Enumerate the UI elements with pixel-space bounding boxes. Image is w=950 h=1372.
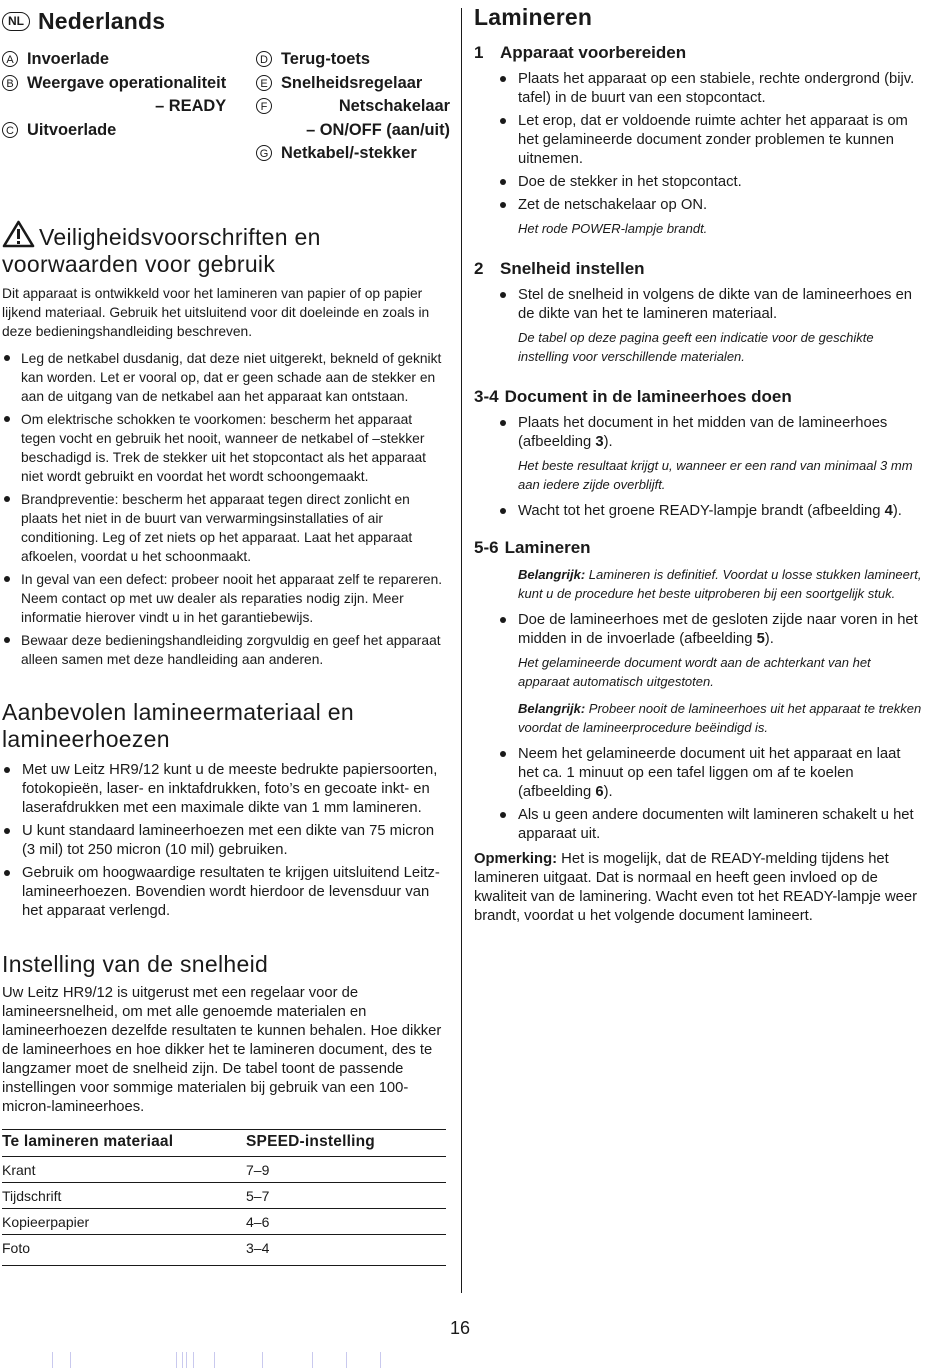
step-5-6-list-2: [498, 745, 922, 844]
safety-heading-line1: Veiligheidsvoorschriften en: [39, 224, 321, 250]
remark-text: Het is mogelijk, dat de READY-melding tijdens het lamineren uitgaat. Dat is normaal en heeft geen invloed op de kwaliteit van de laminering. Wacht even tot het READY-lampje weer brandt, voordat u het volgende document lamineert.: [474, 851, 918, 924]
part-letter: G: [256, 145, 272, 161]
table-cell: Krant: [2, 1157, 246, 1183]
safety-heading: [2, 220, 448, 278]
table-cell: 5–7: [246, 1183, 446, 1209]
page-number: 16: [450, 1318, 471, 1338]
part-label: Snelheidsregelaar: [281, 73, 423, 92]
left-column: [2, 6, 448, 1266]
step-note: De tabel op deze pagina geeft een indicatie voor de geschikte instelling voor verschillende materialen.: [518, 330, 874, 364]
list-item: Doe de stekker in het stopcontact.: [498, 173, 922, 192]
table-cell: 7–9: [246, 1157, 446, 1183]
print-registration-marks: [0, 1352, 950, 1370]
step-2-list: [498, 286, 922, 324]
materials-section: [2, 699, 448, 921]
list-item: Plaats het apparaat op een stabiele, rechte ondergrond (bijv. tafel) in de buurt van een stopcontact.: [498, 70, 922, 108]
list-item: Leg de netkabel dusdanig, dat deze niet uitgerekt, bekneld of geknikt kan worden. Let er vooral op, dat er geen schade aan de stekker en aan de uitgang van de netkabel aan het apparaat kan ontstaan.: [2, 349, 448, 406]
materials-heading-line2: lamineerhoezen: [2, 726, 170, 752]
speed-table: [2, 1129, 446, 1266]
list-item: U kunt standaard lamineerhoezen met een dikte van 75 micron (3 mil) tot 250 micron (10 mil) gebruiken.: [2, 822, 448, 860]
list-item: Stel de snelheid in volgens de dikte van de lamineerhoes en de dikte van het te lamineren materiaal.: [498, 286, 922, 324]
table-row: [2, 1209, 446, 1235]
table-header-row: [2, 1130, 446, 1157]
part-letter: D: [256, 51, 272, 67]
step-title: Apparaat voorbereiden: [500, 43, 687, 62]
list-item: Zet de netschakelaar op ON.: [498, 196, 922, 215]
step-number: 1: [474, 43, 484, 62]
part-label: Uitvoerlade: [27, 120, 117, 139]
step-5-6: [474, 537, 922, 844]
safety-section: [2, 220, 448, 669]
list-item-text: ).: [603, 434, 613, 450]
table-header-material: Te lamineren materiaal: [2, 1130, 246, 1157]
part-letter: E: [256, 75, 272, 91]
table-cell: Foto: [2, 1235, 246, 1266]
part-letter: B: [2, 75, 18, 91]
important-note: [498, 699, 922, 737]
step-5-6-list: [498, 611, 922, 649]
step-number: 2: [474, 259, 484, 278]
part-item-c: [2, 119, 250, 143]
part-label: Netkabel/-stekker: [281, 144, 417, 162]
language-code-badge: NL: [2, 12, 30, 31]
important-text: Probeer nooit de lamineerhoes uit het apparaat te trekken voordat de lamineerprocedure beëindigd is.: [518, 701, 922, 735]
list-item: [498, 611, 922, 649]
materials-heading-line1: Aanbevolen lamineermateriaal en: [2, 699, 354, 725]
important-label: Belangrijk:: [518, 567, 586, 582]
part-letter: C: [2, 122, 18, 138]
step-note: Het beste resultaat krijgt u, wanneer er een rand van minimaal 3 mm aan iedere zijde overblijft.: [518, 458, 913, 492]
step-2: [474, 258, 922, 366]
figure-ref: 5: [756, 631, 765, 647]
list-item-text: ).: [603, 784, 613, 800]
list-item-text: Wacht tot het groene READY-lampje brandt (afbeelding: [518, 503, 885, 519]
step-heading: [474, 537, 922, 559]
part-letter: A: [2, 51, 18, 67]
list-item: Met uw Leitz HR9/12 kunt u de meeste bedrukte papiersoorten, fotokopieën, laser- en inktafdrukken, foto’s en gecoate inkt- en laserafdrukken met een maximale dikte van 1 mm lamineren.: [2, 761, 448, 818]
table-cell: 4–6: [246, 1209, 446, 1235]
important-text: Lamineren is definitief. Voordat u losse stukken lamineert, kunt u de procedure het beste uitproberen bij een soortgelijk stuk.: [518, 567, 922, 601]
table-row: [2, 1183, 446, 1209]
important-note: [518, 565, 922, 603]
step-title: Lamineren: [504, 538, 591, 557]
safety-heading-line2: voorwaarden voor gebruik: [2, 251, 276, 277]
list-item: Let erop, dat er voldoende ruimte achter het apparaat is om het gelamineerde document zonder problemen te kunnen uitnemen.: [498, 112, 922, 169]
step-heading: [474, 386, 922, 408]
list-item: Brandpreventie: bescherm het apparaat tegen direct zonlicht en plaats het niet in de buurt van verwarmingsinstallaties of air conditioning. Leg of zet niets op het apparaat. Laat het apparaat afkoelen, voordat u het schoonmaakt.: [2, 490, 448, 566]
speed-section: [2, 951, 448, 1266]
list-item-text: Neem het gelamineerde document uit het apparaat en laat het ca. 1 minuut op een tafel liggen om af te koelen (afbeelding: [518, 746, 901, 800]
list-item: [498, 745, 922, 802]
step-note: Het gelamineerde document wordt aan de achterkant van het apparaat automatisch uitgestoten.: [518, 655, 871, 689]
step-3-4-list-2: [498, 502, 922, 521]
speed-body: Uw Leitz HR9/12 is uitgerust met een regelaar voor de lamineersnelheid, om met alle genoemde materialen en lamineerhoezen dezelfde resultaten te kunnen behalen. Hoe dikker de lamineerhoes en hoe dikker het te lamineren document, des te langzamer moet de snelheid zijn. De tabel toont de passende instellingen voor sommige materialen bij gebruik van een 100-micron-lamineerhoes.: [2, 985, 442, 1115]
list-item: In geval van een defect: probeer nooit het apparaat zelf te repareren. Neem contact op met uw dealer als reparaties nodig zijn. Meer informatie hierover vindt u in het garantiebewijs.: [2, 570, 448, 627]
language-header: [2, 6, 448, 36]
table-row: [2, 1157, 446, 1183]
safety-intro: Dit apparaat is ontwikkeld voor het lamineren van papier of op papier lijkend materiaal. Gebruik het uitsluitend voor dit doeleinde en zoals in deze bedieningshandleiding beschreven.: [2, 286, 430, 339]
list-item: Om elektrische schokken te voorkomen: bescherm het apparaat tegen vocht en gebruik het nooit, wanneer de netkabel of –stekker beschadigd is. Trek de stekker uit het stopcontact als het apparaat niet wordt gebruikt en voordat het wordt schoongemaakt.: [2, 410, 448, 486]
step-3-4-list: [498, 414, 922, 452]
important-label: Belangrijk:: [518, 701, 586, 716]
step-title: Document in de lamineerhoes doen: [504, 387, 792, 406]
step-1-list: [498, 70, 922, 215]
table-row: [2, 1235, 446, 1266]
list-item: Gebruik om hoogwaardige resultaten te krijgen uitsluitend Leitz-lamineerhoezen. Bovendien wordt hierdoor de levensduur van het apparaat verlengd.: [2, 864, 448, 921]
safety-list: [2, 349, 448, 669]
parts-legend-right: [256, 48, 450, 166]
parts-legend: [2, 48, 448, 186]
step-note: Het rode POWER-lampje brandt.: [518, 221, 708, 236]
part-item-d: [256, 48, 450, 72]
materials-list: [2, 761, 448, 921]
materials-heading: [2, 699, 448, 753]
parts-legend-left: [2, 48, 250, 142]
part-label: Netschakelaar – ON/OFF (aan/uit): [306, 97, 450, 139]
remark: [474, 850, 922, 926]
part-label: Weergave operationaliteit – READY: [27, 73, 227, 115]
part-item-f: [256, 95, 450, 142]
step-heading: [474, 258, 922, 280]
step-number: 5-6: [474, 538, 499, 557]
part-letter: F: [256, 98, 272, 114]
part-item-b: [2, 72, 250, 119]
figure-ref: 3: [595, 434, 604, 450]
laminate-title: Lamineren: [474, 4, 593, 30]
step-heading: [474, 42, 922, 64]
part-label: Terug-toets: [281, 50, 370, 68]
column-divider: [461, 8, 462, 1293]
table-cell: 3–4: [246, 1235, 446, 1266]
list-item: [498, 414, 922, 452]
table-header-speed: SPEED-instelling: [246, 1130, 446, 1157]
part-item-a: [2, 48, 250, 72]
table-cell: Tijdschrift: [2, 1183, 246, 1209]
step-3-4: [474, 386, 922, 521]
warning-triangle-icon: [2, 220, 35, 248]
figure-ref: 4: [884, 503, 893, 519]
list-item-text: ).: [764, 631, 774, 647]
list-item: [498, 502, 922, 521]
list-item: Als u geen andere documenten wilt lamineren schakelt u het apparaat uit.: [498, 806, 922, 844]
step-title: Snelheid instellen: [500, 259, 645, 278]
language-title: Nederlands: [38, 7, 166, 34]
part-label: Invoerlade: [27, 50, 109, 68]
right-column: [474, 4, 922, 926]
list-item-text: Plaats het document in het midden van de lamineerhoes (afbeelding: [518, 415, 888, 450]
remark-label: Opmerking:: [474, 851, 558, 867]
table-cell: Kopieerpapier: [2, 1209, 246, 1235]
figure-ref: 6: [595, 784, 604, 800]
list-item: Bewaar deze bedieningshandleiding zorgvuldig en geef het apparaat alleen samen met deze handleiding aan anderen.: [2, 631, 448, 669]
speed-heading: Instelling van de snelheid: [2, 951, 269, 977]
step-number: 3-4: [474, 387, 499, 406]
part-item-g: [256, 142, 450, 166]
part-item-e: [256, 72, 450, 96]
list-item-text: Doe de lamineerhoes met de gesloten zijde naar voren in het midden in de invoerlade (afbeelding: [518, 612, 918, 647]
step-1: [474, 42, 922, 238]
list-item-text: ).: [892, 503, 902, 519]
